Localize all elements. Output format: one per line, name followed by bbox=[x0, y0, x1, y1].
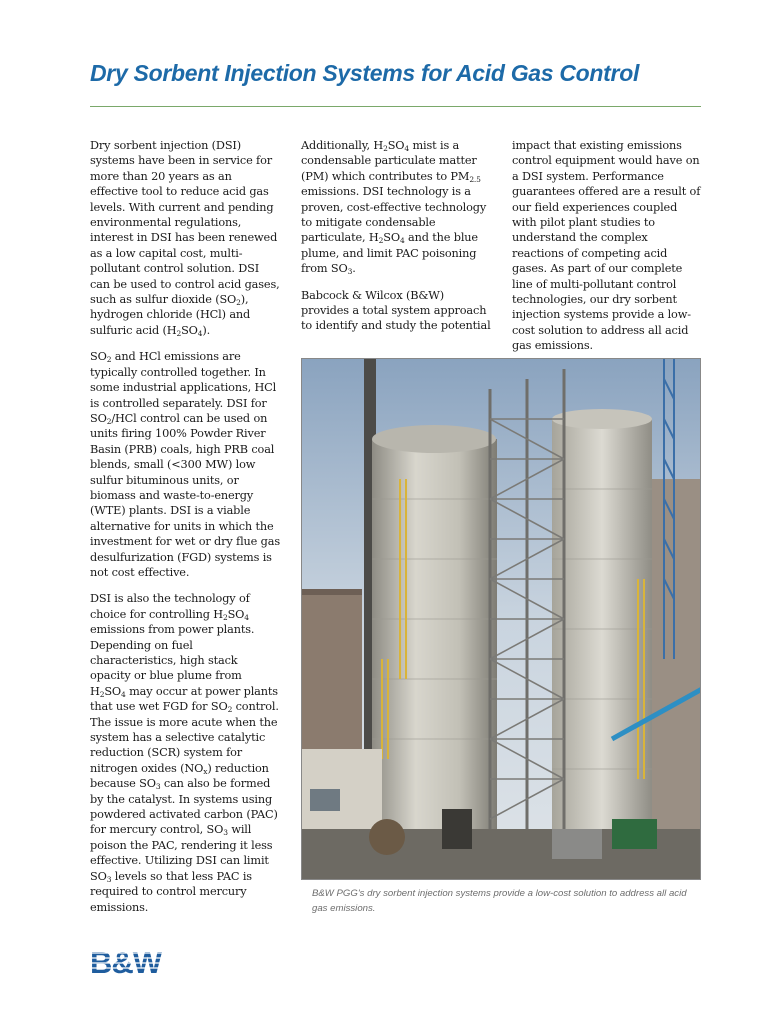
text-column-2 bbox=[301, 138, 491, 345]
svg-text:B&W: B&W bbox=[90, 945, 162, 978]
paragraph: Dry sorbent injection (DSI) systems have been in service for more than 20 years as an effective tool to reduce acid gas levels. With current and pending environmental regulations, interest in DSI has been renewed as a low capital cost, multi-pollutant control solution. DSI can be used to control acid gases, such as sulfur dioxide $(SO_2)$, hydrogen chloride (HCl) and sulfuric acid $(H_2SO_4)$. bbox=[90, 139, 280, 338]
bw-logo bbox=[90, 944, 170, 978]
paragraph: Babcock & Wilcox (B&W) provides a total system approach to identify and study the potential bbox=[301, 288, 491, 333]
paragraph: Additionally, $H_2SO_4$ mist is a condensable particulate matter (PM) which contributes to $PM_{2.5}$ emissions. DSI technology is a proven, cost-effective technology to mitigate condensable particulate, $H_2SO_4$ and the blue plume, and limit PAC poisoning from $SO_3$. bbox=[301, 139, 487, 277]
paragraph: $SO_2$ and HCl emissions are typically controlled together. In some industrial applications, HCl is controlled separately. DSI for $SO_2$/HCl control can be used on units firing 100% Powder River Basin (PRB) coals, high PRB coal blends, small (<300 MW) low sulfur bituminous units, or biomass and waste-to-energy (WTE) plants. DSI is a viable alternative for units in which the investment for wet or dry flue gas desulfurization (FGD) systems is not cost effective. bbox=[90, 350, 280, 579]
paragraph: impact that existing emissions control equipment would have on a DSI system. Performance guarantees offered are a result of our field experiences coupled with pilot plant studies to understand the complex reactions of competing acid gases. As part of our complete line of multi-pollutant control technologies, our dry sorbent injection systems provide a low-cost solution to address all acid gas emissions. bbox=[512, 139, 701, 353]
title-divider bbox=[90, 106, 701, 107]
page-title: Dry Sorbent Injection Systems for Acid Gas Control bbox=[90, 60, 640, 86]
photo-caption: B&W PGG's dry sorbent injection systems provide a low-cost solution to address all acid gas emissions. bbox=[312, 888, 687, 914]
silo-photo bbox=[301, 358, 701, 880]
paragraph: DSI is also the technology of choice for controlling $H_2SO_4$ emissions from power plants. Depending on fuel characteristics, high stack opacity or blue plume from $H_2SO_4$ may occur at power plants that use wet FGD for $SO_2$ control. The issue is more acute when the system has a selective catalytic reduction (SCR) system for nitrogen oxides $(NO_x)$ reduction because $SO_3$ can also be formed by the catalyst. In systems using powdered activated carbon (PAC) for mercury control, $SO_3$ will poison the PAC, rendering it less effective. Utilizing DSI can limit $SO_3$ levels so that less PAC is required to control mercury emissions. bbox=[90, 592, 279, 914]
text-column-3 bbox=[512, 138, 702, 365]
text-column-1 bbox=[90, 138, 280, 926]
